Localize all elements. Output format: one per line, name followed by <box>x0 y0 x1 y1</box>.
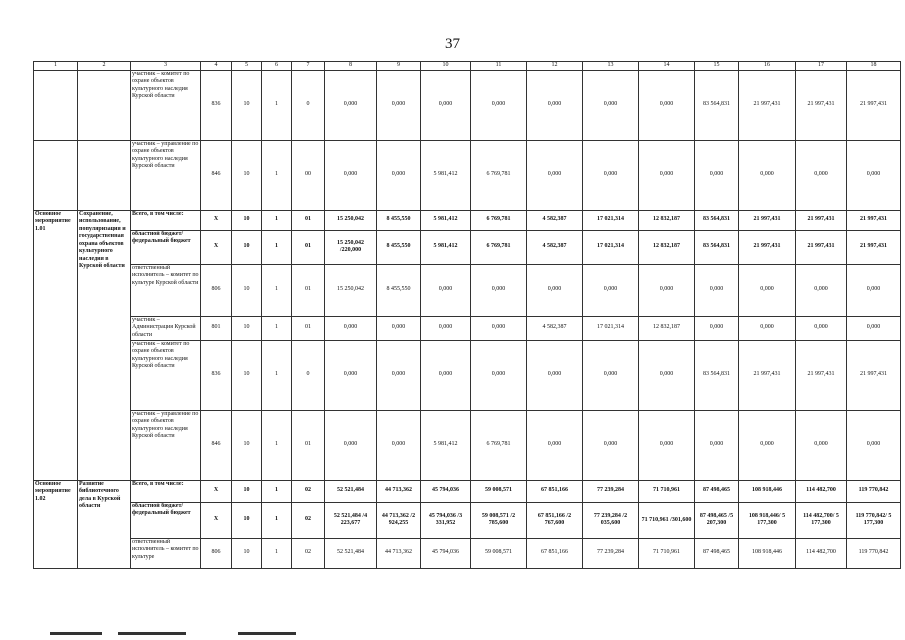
value-cell: 6 769,781 <box>471 410 527 480</box>
value-cell: 21 997,431 <box>739 230 796 264</box>
value-cell: 5 981,412 <box>421 210 471 230</box>
row-label: ответственный исполнитель – комитет по культуре <box>131 538 201 568</box>
header-cell: 2 <box>78 62 131 71</box>
cell-pr: 1 <box>262 70 292 140</box>
value-cell: 21 997,431 <box>796 230 847 264</box>
value-cell: 4 582,387 <box>527 316 583 340</box>
header-cell: 13 <box>583 62 639 71</box>
value-cell: 45 794,036 <box>421 538 471 568</box>
row-label: Всего, в том числе: <box>131 480 201 502</box>
cell-grbs: 801 <box>201 316 232 340</box>
cell-rz: 10 <box>232 410 262 480</box>
value-cell: 0,000 <box>847 264 901 316</box>
value-cell: 21 997,431 <box>739 340 796 410</box>
value-cell: 71 710,961 /301,600 <box>639 502 695 538</box>
header-cell: 8 <box>325 62 377 71</box>
value-cell: 0,000 <box>639 140 695 210</box>
value-cell: 0,000 <box>695 140 739 210</box>
value-cell: 59 008,571 <box>471 480 527 502</box>
cell-grbs: X <box>201 502 232 538</box>
value-cell: 67 851,166 <box>527 538 583 568</box>
row-label: участник – Администрация Курской области <box>131 316 201 340</box>
value-cell: 0,000 <box>325 340 377 410</box>
empty-cell <box>34 140 78 210</box>
value-cell: 0,000 <box>377 140 421 210</box>
value-cell: 0,000 <box>377 316 421 340</box>
header-cell: 18 <box>847 62 901 71</box>
value-cell: 0,000 <box>847 140 901 210</box>
value-cell: 59 008,571 /2 785,600 <box>471 502 527 538</box>
value-cell: 71 710,961 <box>639 538 695 568</box>
value-cell: 0,000 <box>639 410 695 480</box>
cell-grbs: 836 <box>201 340 232 410</box>
cell-pr: 1 <box>262 210 292 230</box>
cell-rz: 10 <box>232 316 262 340</box>
value-cell: 52 521,484 <box>325 538 377 568</box>
value-cell: 0,000 <box>583 70 639 140</box>
row-label: участник – управление по охране объектов культурного наследия Курской области <box>131 140 201 210</box>
value-cell: 21 997,431 <box>739 70 796 140</box>
value-cell: 21 997,431 <box>847 340 901 410</box>
cell-csr: 02 <box>292 502 325 538</box>
cell-rz: 10 <box>232 140 262 210</box>
value-cell: 52 521,484 <box>325 480 377 502</box>
row-label: областной бюджет/ федеральный бюджет <box>131 230 201 264</box>
cell-rz: 10 <box>232 340 262 410</box>
value-cell: 52 521,484 /4 223,677 <box>325 502 377 538</box>
cell-pr: 1 <box>262 230 292 264</box>
value-cell: 0,000 <box>847 410 901 480</box>
cell-csr: 01 <box>292 264 325 316</box>
event-description: Сохранение, использование, популяризация и государственная охрана объектов культурного наследия в Курской области <box>78 210 131 480</box>
cell-grbs: 846 <box>201 140 232 210</box>
table-row <box>34 230 901 264</box>
value-cell: 0,000 <box>583 140 639 210</box>
value-cell: 0,000 <box>527 140 583 210</box>
value-cell: 0,000 <box>639 340 695 410</box>
value-cell: 0,000 <box>739 316 796 340</box>
value-cell: 0,000 <box>583 340 639 410</box>
cell-pr: 1 <box>262 340 292 410</box>
cell-grbs: 806 <box>201 264 232 316</box>
value-cell: 21 997,431 <box>847 210 901 230</box>
value-cell: 108 918,446/ 5 177,300 <box>739 502 796 538</box>
cell-rz: 10 <box>232 502 262 538</box>
row-label: участник – управление по охране объектов культурного наследия Курской области <box>131 410 201 480</box>
empty-cell <box>78 140 131 210</box>
value-cell: 21 997,431 <box>847 70 901 140</box>
value-cell: 0,000 <box>796 264 847 316</box>
value-cell: 119 770,842 <box>847 480 901 502</box>
cell-csr: 01 <box>292 230 325 264</box>
cell-csr: 00 <box>292 140 325 210</box>
cell-pr: 1 <box>262 502 292 538</box>
value-cell: 0,000 <box>639 264 695 316</box>
cell-rz: 10 <box>232 210 262 230</box>
value-cell: 108 918,446 <box>739 480 796 502</box>
value-cell: 15 250,042 <box>325 264 377 316</box>
cell-pr: 1 <box>262 538 292 568</box>
header-cell: 14 <box>639 62 695 71</box>
row-label: участник – комитет по охране объектов культурного наследия Курской области <box>131 70 201 140</box>
event-code: Основное мероприятие 1.01 <box>34 210 78 480</box>
table-row <box>34 264 901 316</box>
page-number: 37 <box>445 36 460 52</box>
value-cell: 83 564,831 <box>695 340 739 410</box>
value-cell: 4 582,387 <box>527 230 583 264</box>
value-cell: 0,000 <box>527 70 583 140</box>
value-cell: 0,000 <box>739 264 796 316</box>
value-cell: 0,000 <box>421 264 471 316</box>
header-cell: 10 <box>421 62 471 71</box>
value-cell: 45 794,036 /3 331,952 <box>421 502 471 538</box>
value-cell: 0,000 <box>796 140 847 210</box>
cell-grbs: X <box>201 480 232 502</box>
value-cell: 45 794,036 <box>421 480 471 502</box>
cell-rz: 10 <box>232 230 262 264</box>
value-cell: 0,000 <box>377 70 421 140</box>
cell-csr: 01 <box>292 210 325 230</box>
value-cell: 21 997,431 <box>847 230 901 264</box>
value-cell: 0,000 <box>695 264 739 316</box>
value-cell: 0,000 <box>421 316 471 340</box>
value-cell: 15 250,042 /220,000 <box>325 230 377 264</box>
value-cell: 6 769,781 <box>471 140 527 210</box>
value-cell: 119 770,842/ 5 177,300 <box>847 502 901 538</box>
cell-pr: 1 <box>262 480 292 502</box>
scan-mark <box>238 632 296 635</box>
header-cell: 6 <box>262 62 292 71</box>
header-cell: 1 <box>34 62 78 71</box>
header-cell: 7 <box>292 62 325 71</box>
cell-grbs: 836 <box>201 70 232 140</box>
value-cell: 114 482,700 <box>796 538 847 568</box>
value-cell: 0,000 <box>377 410 421 480</box>
value-cell: 12 832,187 <box>639 230 695 264</box>
value-cell: 0,000 <box>325 70 377 140</box>
header-cell: 11 <box>471 62 527 71</box>
value-cell: 44 713,362 <box>377 480 421 502</box>
header-cell: 17 <box>796 62 847 71</box>
value-cell: 87 498,465 <box>695 480 739 502</box>
value-cell: 4 582,387 <box>527 210 583 230</box>
cell-rz: 10 <box>232 70 262 140</box>
value-cell: 5 981,412 <box>421 230 471 264</box>
value-cell: 77 239,284 /2 035,600 <box>583 502 639 538</box>
value-cell: 114 482,700 <box>796 480 847 502</box>
row-label: ответственный исполнитель – комитет по культуре Курской области <box>131 264 201 316</box>
row-label: областной бюджет/ федеральный бюджет <box>131 502 201 538</box>
event-description: Развитие библиотечного дела в Курской области <box>78 480 131 568</box>
row-label: участник – комитет по охране объектов культурного наследия Курской области <box>131 340 201 410</box>
table-row <box>34 70 901 140</box>
cell-pr: 1 <box>262 140 292 210</box>
value-cell: 0,000 <box>695 316 739 340</box>
value-cell: 0,000 <box>583 264 639 316</box>
table-row <box>34 538 901 568</box>
value-cell: 21 997,431 <box>796 210 847 230</box>
value-cell: 67 851,166 <box>527 480 583 502</box>
value-cell: 6 769,781 <box>471 210 527 230</box>
cell-csr: 0 <box>292 340 325 410</box>
value-cell: 6 769,781 <box>471 230 527 264</box>
value-cell: 0,000 <box>421 340 471 410</box>
value-cell: 83 564,831 <box>695 70 739 140</box>
value-cell: 21 997,431 <box>739 210 796 230</box>
value-cell: 0,000 <box>325 316 377 340</box>
empty-cell <box>78 70 131 140</box>
value-cell: 21 997,431 <box>796 70 847 140</box>
header-cell: 15 <box>695 62 739 71</box>
table-row <box>34 340 901 410</box>
value-cell: 0,000 <box>471 70 527 140</box>
cell-grbs: X <box>201 210 232 230</box>
value-cell: 0,000 <box>471 340 527 410</box>
empty-cell <box>34 70 78 140</box>
header-cell: 4 <box>201 62 232 71</box>
event-code: Основное мероприятие 1.02 <box>34 480 78 568</box>
value-cell: 0,000 <box>527 264 583 316</box>
value-cell: 0,000 <box>796 410 847 480</box>
scan-mark <box>118 632 186 635</box>
value-cell: 44 713,362 <box>377 538 421 568</box>
value-cell: 5 981,412 <box>421 140 471 210</box>
value-cell: 17 021,314 <box>583 210 639 230</box>
value-cell: 17 021,314 <box>583 230 639 264</box>
value-cell: 87 498,465 <box>695 538 739 568</box>
table-row <box>34 316 901 340</box>
value-cell: 12 832,187 <box>639 316 695 340</box>
value-cell: 114 482,700/ 5 177,300 <box>796 502 847 538</box>
value-cell: 8 455,550 <box>377 210 421 230</box>
value-cell: 0,000 <box>471 316 527 340</box>
value-cell: 0,000 <box>325 140 377 210</box>
value-cell: 0,000 <box>695 410 739 480</box>
value-cell: 108 918,446 <box>739 538 796 568</box>
header-cell: 9 <box>377 62 421 71</box>
cell-csr: 01 <box>292 316 325 340</box>
value-cell: 0,000 <box>739 140 796 210</box>
cell-csr: 01 <box>292 410 325 480</box>
value-cell: 0,000 <box>639 70 695 140</box>
value-cell: 0,000 <box>527 410 583 480</box>
value-cell: 0,000 <box>421 70 471 140</box>
value-cell: 59 008,571 <box>471 538 527 568</box>
value-cell: 119 770,842 <box>847 538 901 568</box>
row-label: Всего, в том числе: <box>131 210 201 230</box>
value-cell: 77 239,284 <box>583 480 639 502</box>
header-cell: 5 <box>232 62 262 71</box>
value-cell: 77 239,284 <box>583 538 639 568</box>
header-cell: 16 <box>739 62 796 71</box>
cell-csr: 02 <box>292 538 325 568</box>
value-cell: 21 997,431 <box>796 340 847 410</box>
header-row <box>34 62 901 71</box>
value-cell: 0,000 <box>583 410 639 480</box>
cell-csr: 02 <box>292 480 325 502</box>
value-cell: 8 455,550 <box>377 264 421 316</box>
value-cell: 5 981,412 <box>421 410 471 480</box>
value-cell: 0,000 <box>796 316 847 340</box>
table-row <box>34 410 901 480</box>
value-cell: 87 498,465 /5 207,300 <box>695 502 739 538</box>
value-cell: 44 713,362 /2 924,255 <box>377 502 421 538</box>
value-cell: 0,000 <box>325 410 377 480</box>
value-cell: 0,000 <box>847 316 901 340</box>
value-cell: 71 710,961 <box>639 480 695 502</box>
cell-pr: 1 <box>262 264 292 316</box>
value-cell: 83 564,831 <box>695 230 739 264</box>
value-cell: 83 564,831 <box>695 210 739 230</box>
value-cell: 0,000 <box>739 410 796 480</box>
cell-grbs: 806 <box>201 538 232 568</box>
cell-pr: 1 <box>262 410 292 480</box>
table-row <box>34 480 901 502</box>
value-cell: 0,000 <box>471 264 527 316</box>
budget-table <box>33 61 901 569</box>
table-row <box>34 210 901 230</box>
cell-rz: 10 <box>232 264 262 316</box>
header-cell: 3 <box>131 62 201 71</box>
value-cell: 8 455,550 <box>377 230 421 264</box>
cell-rz: 10 <box>232 538 262 568</box>
cell-pr: 1 <box>262 316 292 340</box>
cell-grbs: X <box>201 230 232 264</box>
value-cell: 0,000 <box>377 340 421 410</box>
cell-grbs: 846 <box>201 410 232 480</box>
value-cell: 17 021,314 <box>583 316 639 340</box>
table-row <box>34 502 901 538</box>
value-cell: 67 851,166 /2 767,600 <box>527 502 583 538</box>
cell-csr: 0 <box>292 70 325 140</box>
value-cell: 12 832,187 <box>639 210 695 230</box>
scan-mark <box>50 632 102 635</box>
value-cell: 0,000 <box>527 340 583 410</box>
cell-rz: 10 <box>232 480 262 502</box>
table-row <box>34 140 901 210</box>
value-cell: 15 250,042 <box>325 210 377 230</box>
header-cell: 12 <box>527 62 583 71</box>
